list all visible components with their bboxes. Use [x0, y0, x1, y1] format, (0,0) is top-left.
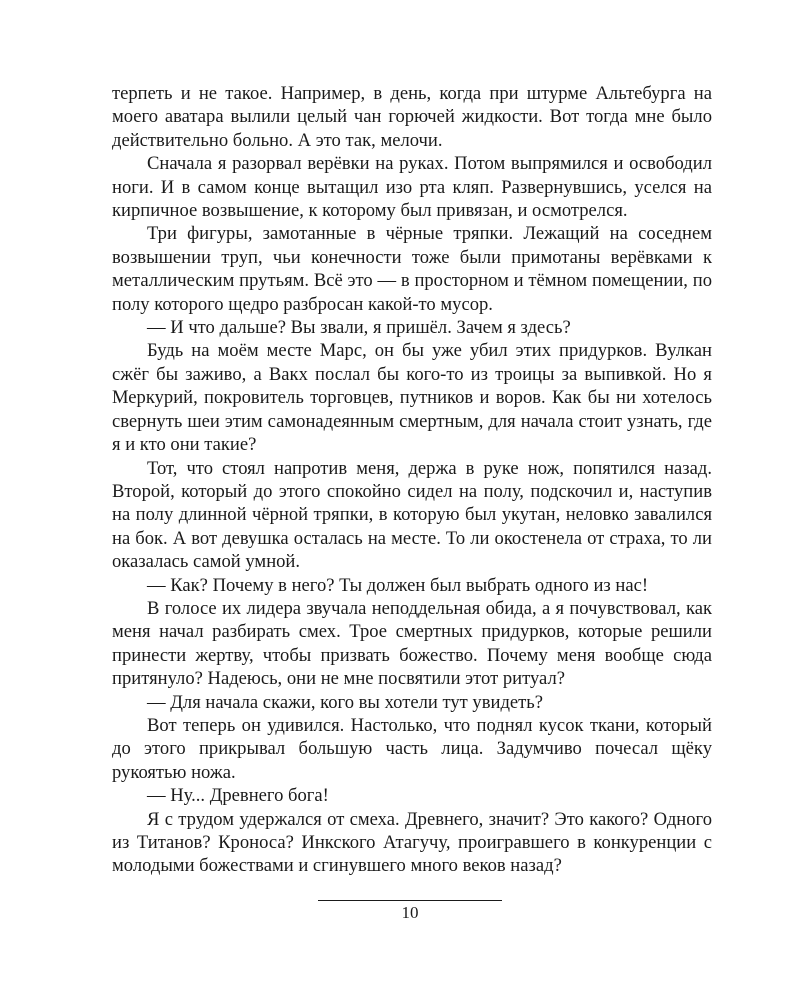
paragraph-2: Сначала я разорвал верёвки на руках. Потом выпрямился и освободил ноги. И в самом конце вытащил изо рта кляп. Развернувшись, уселся на кирпичное возвышение, к которому был привязан, и осмотрелся.: [112, 153, 712, 222]
paragraph-10: Вот теперь он удивился. Настолько, что поднял кусок ткани, который до этого прикрывал большую часть лица. Задумчиво почесал щёку рукоятью ножа.: [112, 714, 712, 783]
paragraph-12: Я с трудом удержался от смеха. Древнего, значит? Это какого? Одного из Титанов? Кроноса? Инкского Атагучу, проигравшего в конкуренции с молодыми божествами и сгинувшего много веков назад?: [112, 808, 712, 877]
paragraph-8: В голосе их лидера звучала неподдельная обида, а я почувствовал, как меня начал разбирать смех. Трое смертных придурков, которые решили принести жертву, чтобы призвать божество. Почему меня вообще сюда притянуло? Надеюсь, они не мне посвятили этот ритуал?: [112, 597, 712, 690]
paragraph-9-dialogue: — Для начала скажи, кого вы хотели тут увидеть?: [147, 691, 544, 713]
paragraph-3: Три фигуры, замотанные в чёрные тряпки. Лежащий на соседнем возвышении труп, чьи конечности тоже были примотаны верёвками к металлическим прутьям. Всё это — в просторном и тёмном помещении, по полу которого щедро разбросан какой-то мусор.: [112, 223, 712, 315]
page-body: [112, 82, 712, 878]
paragraph-11-dialogue: — Ну... Древнего бога!: [147, 785, 329, 807]
paragraph-5: Будь на моём месте Марс, он бы уже убил этих придурков. Вулкан сжёг бы заживо, а Вакх послал бы кого-то из троицы за выпивкой. Но я Меркурий, покровитель торговцев, путников и воров. Как бы ни хотелось свернуть шеи этим самонадеянным смертным, для начала стоит узнать, где я и кто они такие?: [112, 340, 712, 456]
page-number: 10: [401, 903, 419, 922]
paragraph-7-dialogue: — Как? Почему в него? Ты должен был выбрать одного из нас!: [147, 574, 649, 596]
paragraph-1: терпеть и не такое. Например, в день, когда при штурме Альтебурга на моего аватара вылили целый чан горючей жидкости. Вот тогда мне было действительно больно. А это так, мелочи.: [112, 83, 712, 151]
footer-rule: [318, 900, 502, 901]
paragraph-6: Тот, что стоял напротив меня, держа в руке нож, попятился назад. Второй, который до этого спокойно сидел на полу, подскочил и, наступив на полу длинной чёрной тряпки, в которую был укутан, неловко завалился на бок. А вот девушка осталась на месте. То ли окостенела от страха, то ли оказалась самой умной.: [112, 457, 712, 573]
paragraph-4-dialogue: — И что дальше? Вы звали, я пришёл. Зачем я здесь?: [147, 317, 571, 339]
